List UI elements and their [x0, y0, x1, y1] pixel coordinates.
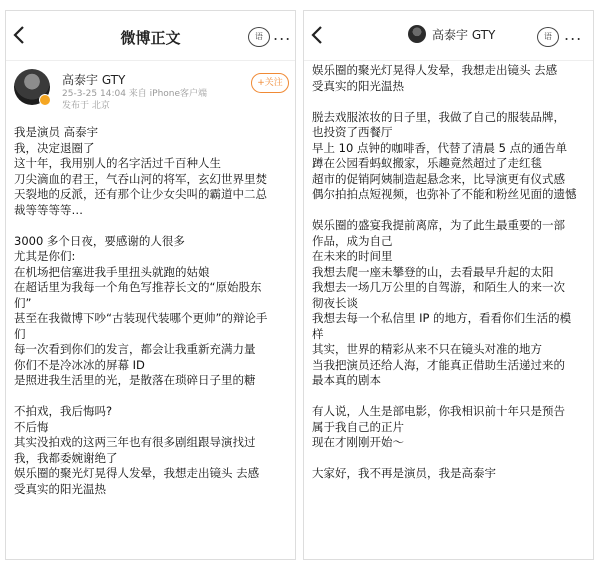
post-text-line: 你们不是冷冰冰的屏幕 ID — [14, 357, 145, 372]
post-text-line: 受真实的阳光温热 — [14, 481, 106, 496]
post-body — [304, 61, 593, 482]
paragraph-gap — [312, 94, 585, 110]
translate-icon[interactable]: 语 — [537, 27, 559, 47]
post-text-line: 我是演员 高泰宇 — [14, 125, 99, 139]
post-text-line: 脱去戏服浓妆的日子里，我做了自己的服装品牌， — [312, 109, 565, 124]
post-text-line: 是照进我生活里的光，是散落在琐碎日子里的糖 — [14, 373, 256, 387]
weibo-post-panel-right — [303, 10, 594, 560]
post-text-line: 们 — [14, 326, 26, 341]
top-nav-bar — [6, 11, 295, 61]
post-text-line: 在超话里为我每一个角色写推荐长文的“原始股东 — [14, 280, 262, 294]
post-text-line: 蹲在公园看蚂蚁搬家，乐趣竟然超过了走红毯 — [312, 156, 542, 170]
author-header — [6, 61, 295, 123]
post-text-line: 样 — [312, 326, 324, 341]
post-text-line: 们” — [14, 295, 32, 310]
translate-icon[interactable]: 语 — [248, 27, 270, 47]
post-text-line: 我想去每一个私信里 IP 的地方，看看你们生活的模 — [312, 311, 572, 325]
post-text-line: 刀尖滴血的君王，气吞山河的将军，玄幻世界里焚 — [14, 171, 267, 186]
page-title: 微博正文 — [120, 29, 181, 47]
author-name[interactable]: 高泰宇 GTY — [62, 73, 126, 87]
post-text-line: 不后悔 — [14, 419, 49, 434]
paragraph-gap — [14, 218, 287, 234]
verified-badge-icon — [39, 94, 51, 106]
post-meta — [62, 88, 207, 112]
post-text-line: 我，我都委婉谢绝了 — [14, 450, 118, 465]
weibo-post-panel-left — [5, 10, 296, 560]
follow-button[interactable]: +关注 — [251, 73, 289, 93]
post-text-line: 我，决定退圈了 — [14, 140, 95, 155]
post-text-line: 有人说，人生是部电影，你我相识前十年只是预告 — [312, 404, 565, 418]
post-text-line: 最本真的剧本 — [312, 373, 381, 387]
post-location: 发布于 北京 — [62, 101, 110, 111]
post-text-line: 大家好，我不再是演员，我是高泰宇 — [312, 466, 496, 480]
nav-user-name: 高泰宇 GTY — [432, 27, 496, 42]
post-text-line: 娱乐圈的盛宴我提前离席，为了此生最重要的一部 — [312, 218, 565, 232]
nav-user[interactable] — [408, 25, 495, 43]
post-text-line: 当我把演员还给人海，才能真正借助生活递过来的 — [312, 357, 565, 372]
post-text-line: 现在才刚刚开始～ — [312, 435, 404, 449]
post-text-line: 偶尔拍拍点短视频，也弥补了不能和粉丝见面的遗憾 — [312, 187, 577, 201]
post-text-line: 这十年，我用别人的名字活过千百种人生 — [14, 156, 221, 170]
post-text-line: 也投资了西餐厅 — [312, 125, 393, 139]
post-text-line: 作品，成为自己 — [312, 233, 393, 248]
post-text-line: 早上 10 点钟的咖啡香，代替了清晨 5 点的通告单 — [312, 140, 568, 155]
back-arrow-icon[interactable] — [310, 24, 330, 46]
post-text-line: 尤其是你们: — [14, 249, 76, 263]
post-text-line: 每一次看到你们的发言，都会让我重新充满力量 — [14, 342, 256, 356]
top-nav-bar — [304, 11, 593, 61]
post-text-line: 在未来的时间里 — [312, 249, 393, 263]
more-options-icon[interactable]: ... — [564, 25, 583, 44]
post-body — [6, 123, 295, 497]
post-text-line: 彻夜长谈 — [312, 295, 358, 310]
post-text-line: 在机场把信塞进我手里扭头就跑的姑娘 — [14, 264, 210, 279]
post-text-line: 超市的促销阿姨制造起悬念来，比导演更有仪式感 — [312, 171, 565, 186]
post-text-line: 其实，世界的精彩从来不只在镜头对准的地方 — [312, 342, 542, 356]
post-text-line: 我想去一场几万公里的自驾游，和陌生人的来一次 — [312, 280, 565, 294]
post-text-line: 受真实的阳光温热 — [312, 78, 404, 93]
post-text-line: 我想去爬一座未攀登的山，去看最早升起的太阳 — [312, 264, 554, 279]
post-text-line: 娱乐圈的聚光灯晃得人发晕，我想走出镜头 去感 — [312, 63, 558, 77]
avatar — [408, 25, 426, 43]
more-options-icon[interactable]: ... — [273, 25, 292, 44]
post-text-line: 甚至在我微博下吵“古装现代装哪个更帅”的辩论手 — [14, 311, 268, 325]
post-text-line: 属于我自己的正片 — [312, 419, 404, 434]
paragraph-gap — [312, 203, 585, 219]
paragraph-gap — [312, 451, 585, 467]
post-text-line: 3000 多个日夜，要感谢的人很多 — [14, 233, 185, 248]
paragraph-gap — [14, 389, 287, 405]
post-time-source: 25-3-25 14:04 来自 iPhone客户端 — [62, 89, 208, 99]
post-text-line: 天裂地的反派，还有那个让少女尖叫的霸道中二总 — [14, 187, 267, 201]
post-text-line: 裁等等等等… — [14, 202, 83, 217]
post-text-line: 不拍戏，我后悔吗? — [14, 404, 113, 418]
post-text-line: 娱乐圈的聚光灯晃得人发晕，我想走出镜头 去感 — [14, 466, 260, 480]
paragraph-gap — [312, 389, 585, 405]
post-text-line: 其实没拍戏的这两三年也有很多剧组跟导演找过 — [14, 435, 256, 449]
